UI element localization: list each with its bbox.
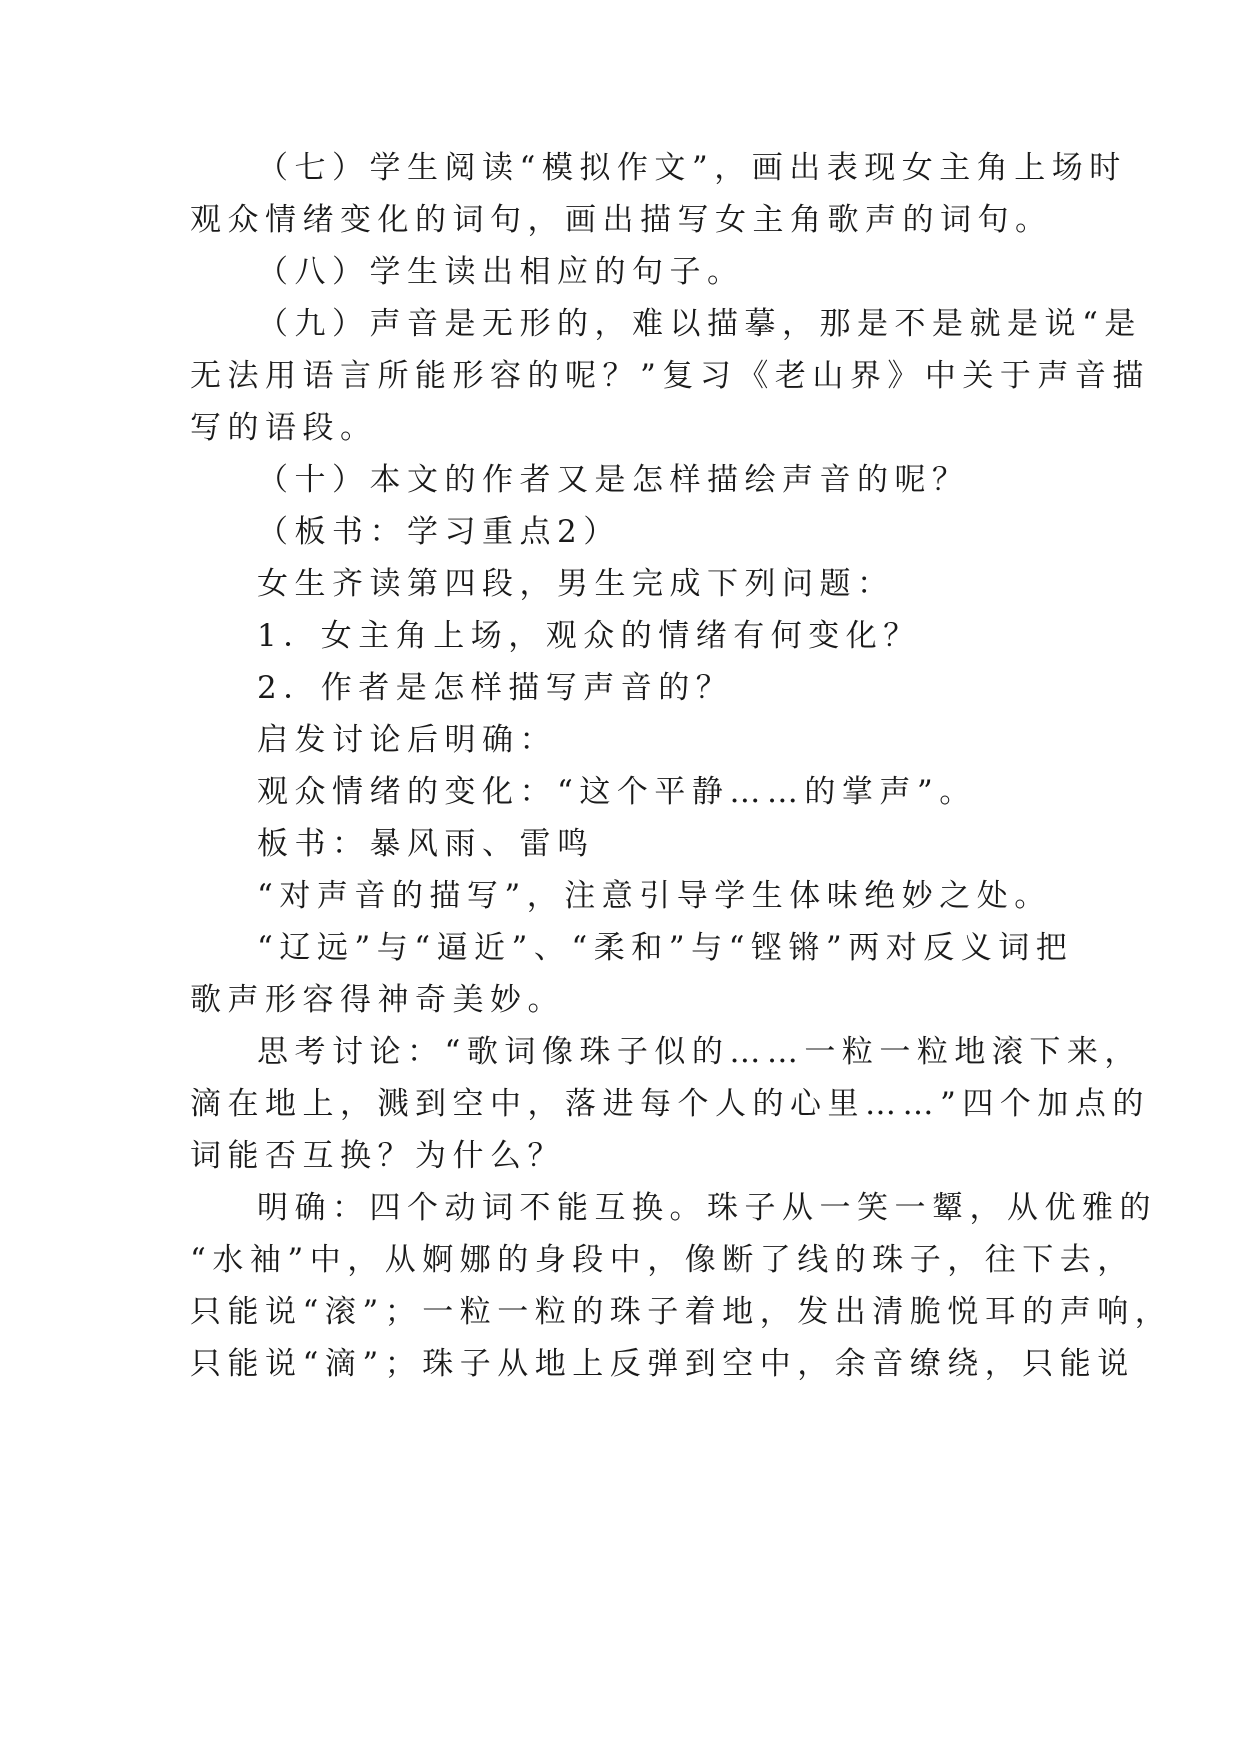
question-2: 2．作者是怎样描写声音的？ [257,670,734,706]
answer-line-3: 只能说“滚”；一粒一粒的珠子着地，发出清脆悦耳的声响， [190,1294,1173,1330]
paragraph-8: （八）学生读出相应的句子。 [257,254,745,290]
discussion-line-2: 滴在地上，溅到空中，落进每个人的心里……”四个加点的 [190,1086,1150,1122]
sound-description-note: “对声音的描写”，注意引导学生体味绝妙之处。 [257,878,1052,914]
antonyms-line-1: “辽远”与“逼近”、“柔和”与“铿锵”两对反义词把 [257,930,1074,966]
discussion-line-1: 思考讨论：“歌词像珠子似的……一粒一粒地滚下来， [257,1034,1142,1070]
board-note-storm: 板书：暴风雨、雷鸣 [257,826,595,862]
board-note-focus-2: （板书：学习重点2） [257,514,621,550]
paragraph-9-line-3: 写的语段。 [190,410,378,446]
antonyms-line-2: 歌声形容得神奇美妙。 [190,982,565,1018]
answer-line-4: 只能说“滴”；珠子从地上反弹到空中，余音缭绕，只能说 [190,1346,1135,1382]
discussion-line-3: 词能否互换？为什么？ [190,1138,565,1174]
answer-line-1: 明确：四个动词不能互换。珠子从一笑一颦，从优雅的 [257,1190,1157,1226]
paragraph-10: （十）本文的作者又是怎样描绘声音的呢？ [257,462,970,498]
reading-instruction: 女生齐读第四段，男生完成下列问题： [257,566,895,602]
paragraph-9-line-1: （九）声音是无形的，难以描摹，那是不是就是说“是 [257,306,1142,342]
discussion-heading: 启发讨论后明确： [257,722,557,758]
paragraph-9-line-2: 无法用语言所能形容的呢？”复习《老山界》中关于声音描 [190,358,1150,394]
audience-emotion-change: 观众情绪的变化：“这个平静……的掌声”。 [257,774,977,810]
question-1: 1．女主角上场，观众的情绪有何变化？ [257,618,921,654]
paragraph-7-line-2: 观众情绪变化的词句，画出描写女主角歌声的词句。 [190,202,1053,238]
answer-line-2: “水袖”中，从婀娜的身段中，像断了线的珠子，往下去， [190,1242,1135,1278]
paragraph-7-line-1: （七）学生阅读“模拟作文”，画出表现女主角上场时 [257,150,1127,186]
